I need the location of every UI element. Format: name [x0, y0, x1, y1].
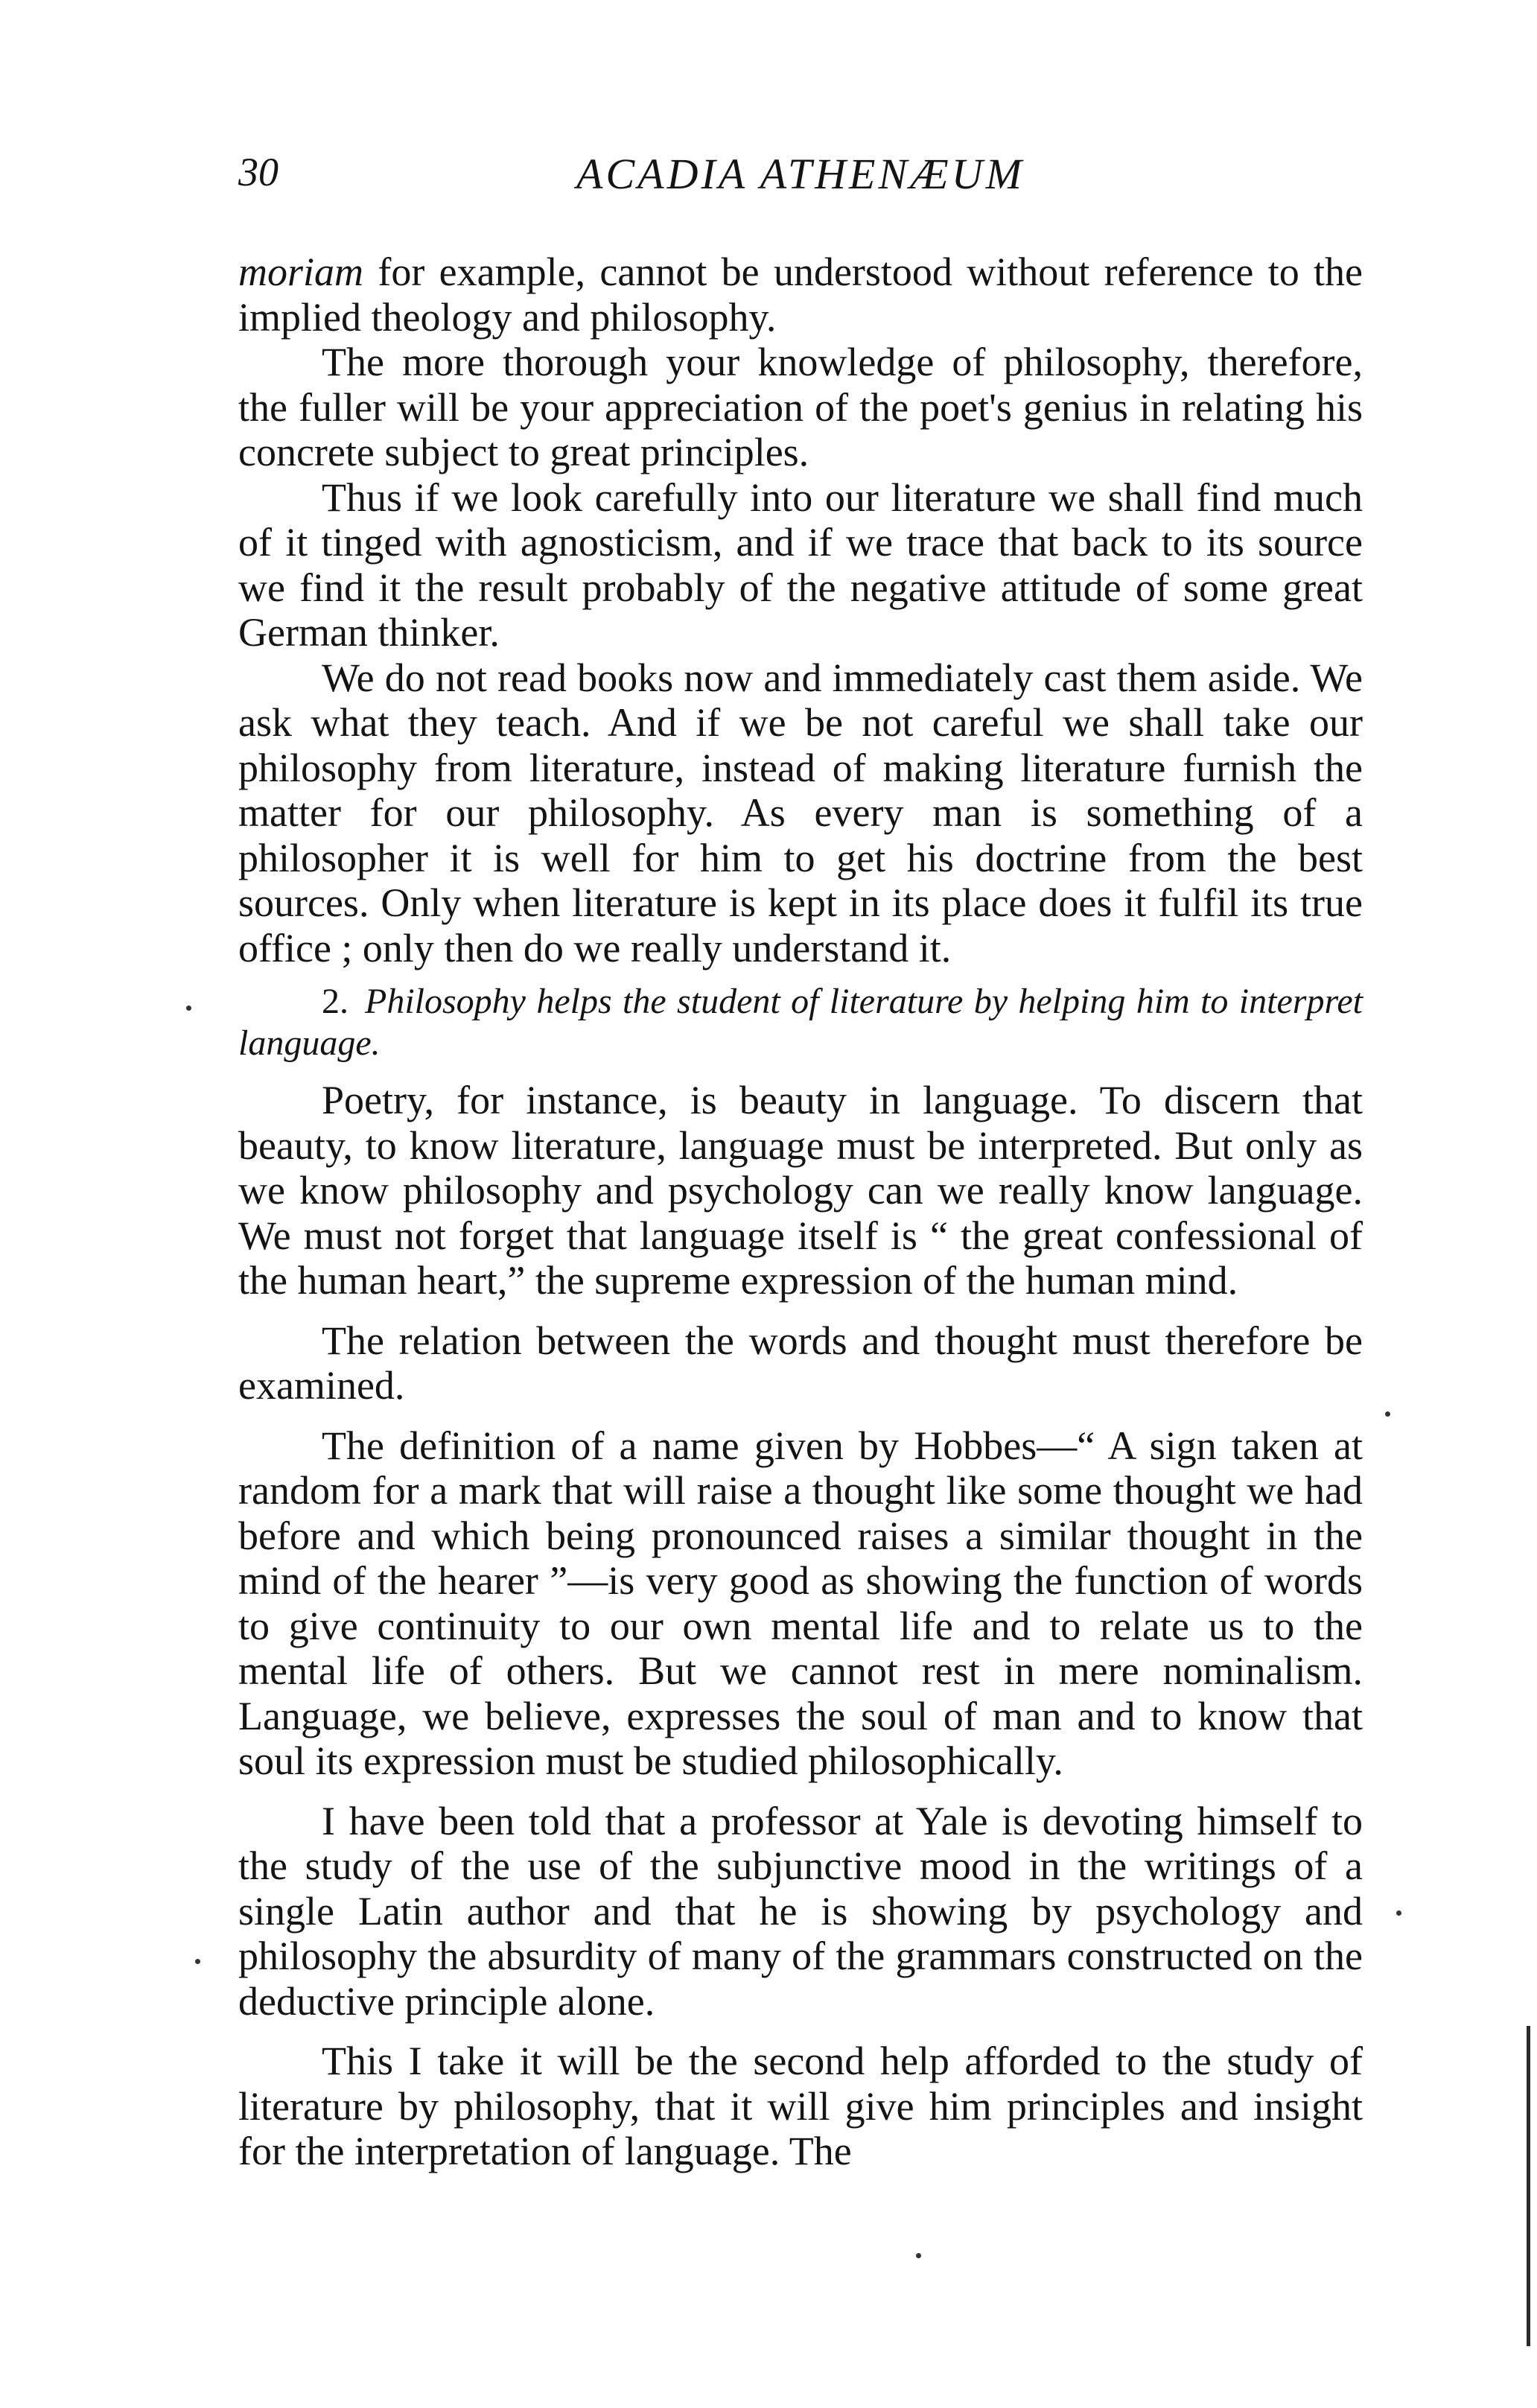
page-header — [238, 149, 1363, 209]
print-speck — [916, 2253, 921, 2258]
paragraph: Thus if we look carefully into our literature we shall find much of it tinged with agnosticism, and if we trace that back to its source we find it the result probably of the negative attitude of some great German thinker. — [238, 474, 1363, 655]
italic-word: moriam — [238, 250, 364, 294]
paragraph: The relation between the words and thought must therefore be examined. — [238, 1318, 1363, 1408]
article-body — [238, 250, 1363, 2174]
running-title: ACADIA ATHENÆUM — [576, 150, 1025, 198]
paragraph-text: moriam for example, cannot be understood without reference to the implied theology and philosophy. — [238, 250, 1363, 340]
paragraph: We do not read books now and immediately cast them aside. We ask what they teach. And if we be not careful we shall take our philosophy from literature, instead of making literature furnish the matter for our philosophy. As every man is something of a philosopher it is well for him to get his doctrine from the best sources. Only when literature is kept in its place does it fulfil its true office ; only then do we really understand it. — [238, 655, 1363, 970]
print-speck — [1385, 1411, 1390, 1417]
paragraph — [238, 250, 1363, 340]
print-speck — [195, 1959, 200, 1964]
print-speck — [1396, 1910, 1401, 1916]
paragraph: Poetry, for instance, is beauty in language. To discern that beauty, to know literature, language must be interpreted. But only as we know philosophy and psychology can we really know language. We must not forget that language itself is “ the great confessional of the human heart,” the supreme expression of the human mind. — [238, 1078, 1363, 1303]
section-number: 2. — [322, 982, 349, 1021]
paragraph: I have been told that a professor at Yale is devoting himself to the study of the use of the subjunctive mood in the writings of a single Latin author and that he is showing by psychology and philosophy the absurdity of many of the grammars constructed on the deductive principle alone. — [238, 1798, 1363, 2024]
section-heading — [238, 981, 1363, 1064]
paragraph: The definition of a name given by Hobbes—“ A sign taken at random for a mark that will raise a thought like some thought we had before and which being pronounced raises a similar thought in the mind of the hearer ”—is very good as showing the function of words to give continuity to our own mental life and to relate us to the mental life of others. But we cannot rest in mere nominalism. Language, we believe, expresses the soul of man and to know that soul its expression must be studied philosophically. — [238, 1423, 1363, 1783]
page-number: 30 — [238, 150, 279, 194]
section-heading-text: Philosophy helps the student of literature by helping him to interpret language. — [238, 982, 1363, 1063]
paragraph: The more thorough your knowledge of philosophy, therefore, the fuller will be your appreciation of the poet's genius in relating his concrete subject to great principles. — [238, 340, 1363, 474]
print-speck — [186, 1006, 191, 1011]
paragraph: This I take it will be the second help afforded to the study of literature by philosophy, that it will give him principles and insight for the interpretation of language. The — [238, 2039, 1363, 2173]
margin-scan-edge — [1527, 2026, 1530, 2346]
